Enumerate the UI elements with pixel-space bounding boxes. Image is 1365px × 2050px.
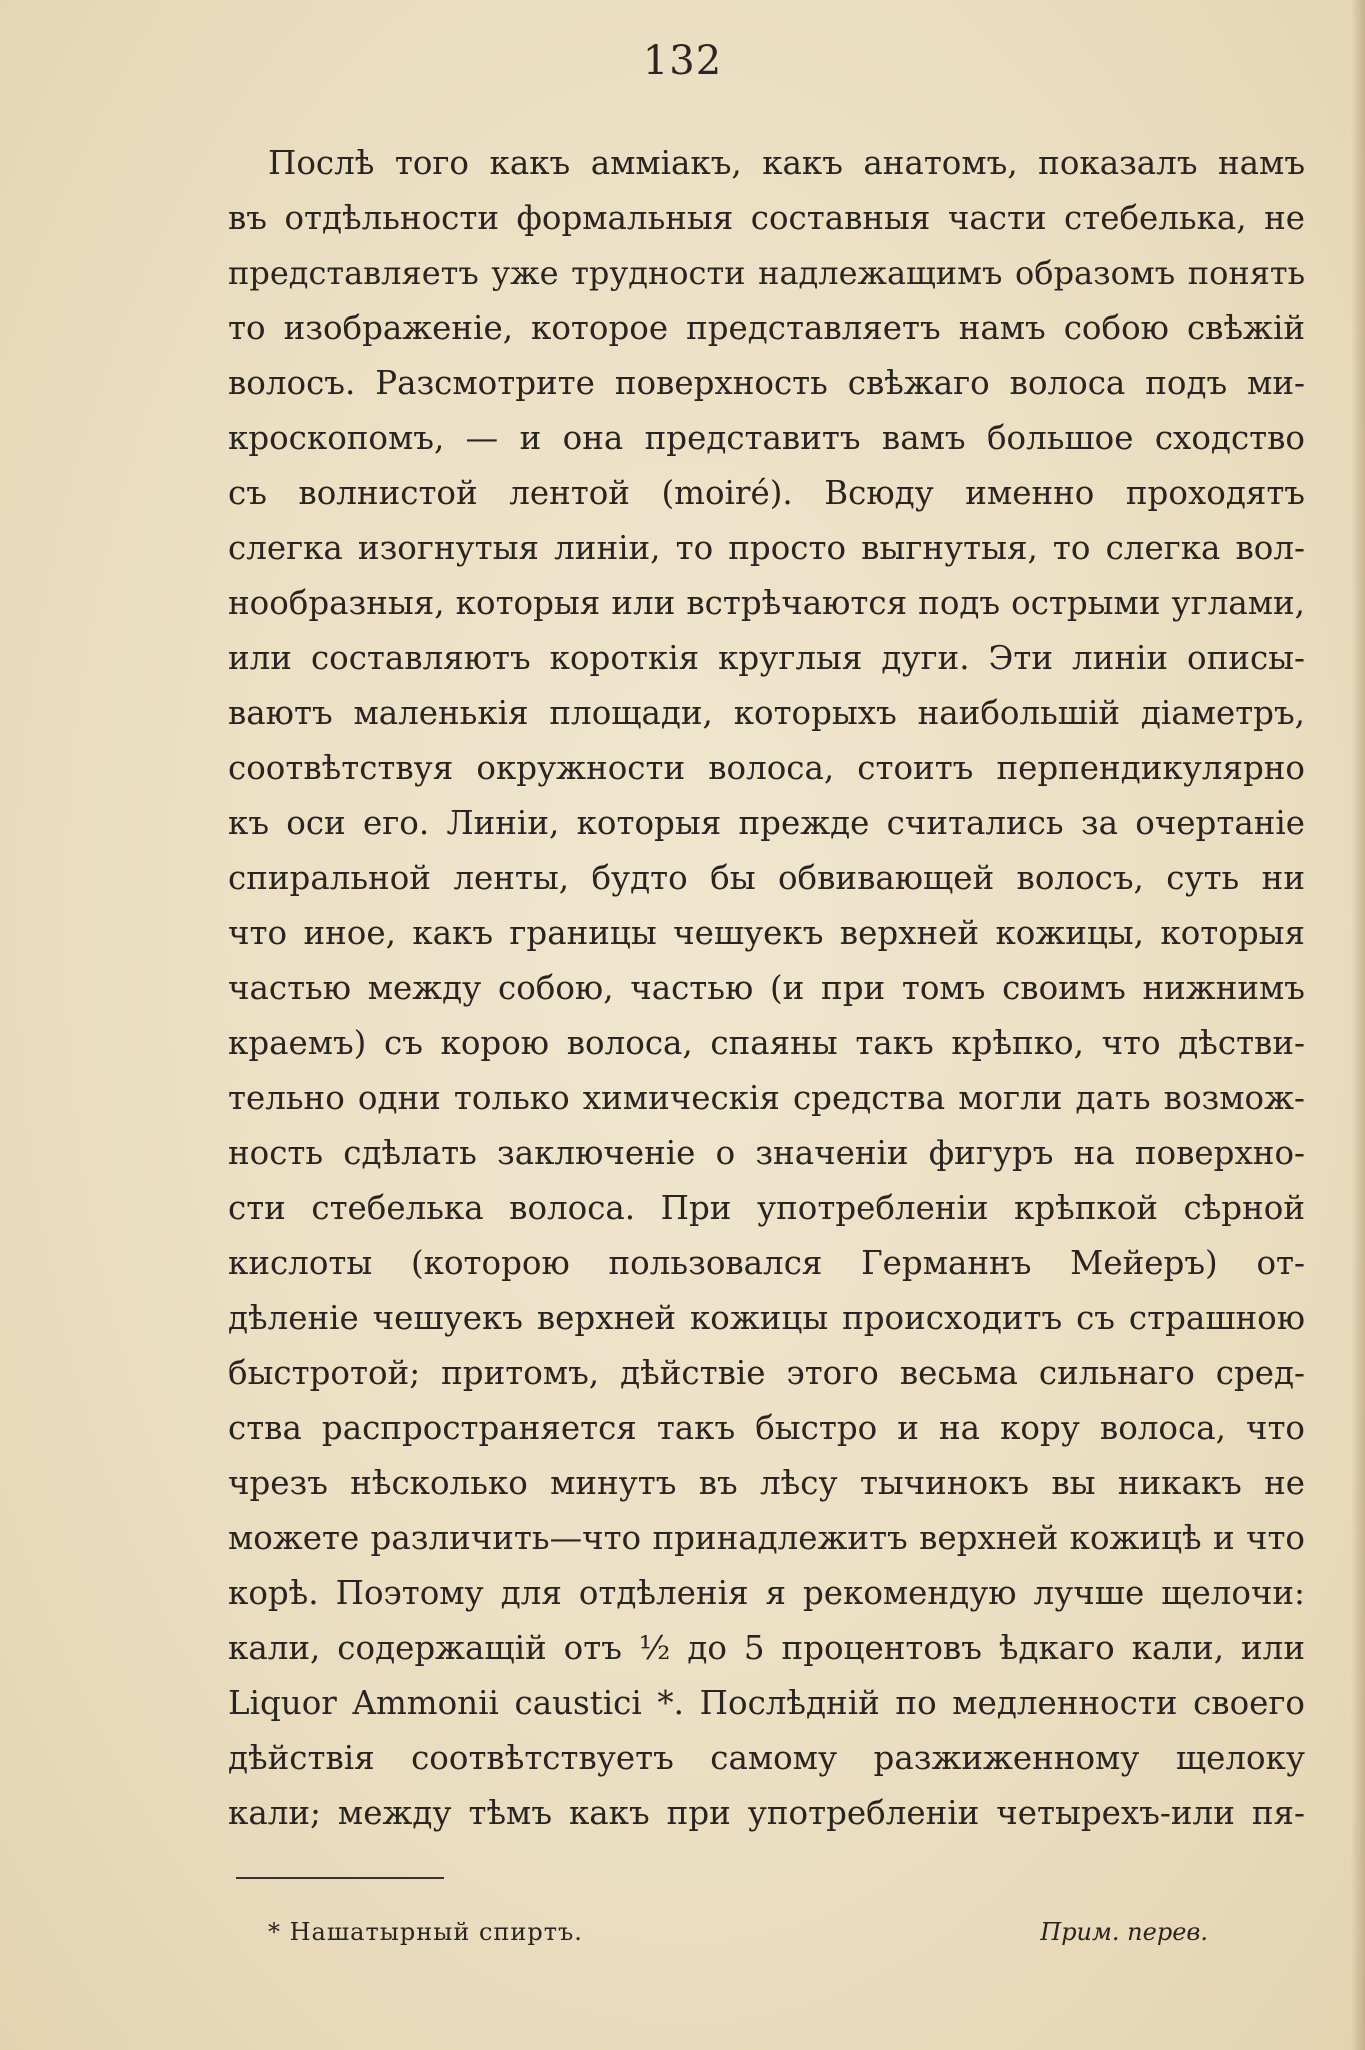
text-line: ства распространяется такъ быстро и на кору волоса, что: [228, 1409, 1305, 1447]
text-line: дѣленіе чешуекъ верхней кожицы происходитъ съ страшною: [228, 1299, 1305, 1337]
text-line: спиральной ленты, будто бы обвивающей волосъ, суть ни: [228, 859, 1305, 897]
translator-note: Прим. перев.: [1040, 1918, 1208, 1946]
text-line: къ оси его. Линіи, которыя прежде считались за очертаніе: [228, 804, 1305, 842]
text-line: краемъ) съ корою волоса, спаяны такъ крѣпко, что дѣстви-: [228, 1024, 1305, 1062]
footnote-text: * Нашатырный спиртъ.: [268, 1918, 583, 1946]
footnote-divider: [236, 1877, 444, 1879]
text-line: ваютъ маленькія площади, которыхъ наибольшій діаметръ,: [228, 694, 1305, 732]
text-line: сти стебелька волоса. При употребленіи крѣпкой сѣрной: [228, 1189, 1305, 1227]
text-line: или составляютъ короткія круглыя дуги. Эти линіи описы-: [228, 639, 1305, 677]
text-line: волосъ. Разсмотрите поверхность свѣжаго волоса подъ ми-: [228, 364, 1305, 402]
text-line: можете различить—что принадлежитъ верхней кожицѣ и что: [228, 1519, 1305, 1557]
text-line: Liquor Ammonii caustici *. Послѣдній по медленности своего: [228, 1684, 1305, 1722]
text-line: кислоты (которою пользовался Германнъ Мейеръ) от-: [228, 1244, 1305, 1282]
text-line: соотвѣтствуя окружности волоса, стоитъ перпендикулярно: [228, 749, 1305, 787]
footnote: [268, 1918, 1208, 1956]
text-line: слегка изогнутыя линіи, то просто выгнутыя, то слегка вол-: [228, 529, 1305, 567]
text-line: съ волнистой лентой (moiré). Всюду именно проходятъ: [228, 474, 1305, 512]
text-line: кроскопомъ, — и она представитъ вамъ большое сходство: [228, 419, 1305, 457]
text-line: кали; между тѣмъ какъ при употребленіи четырехъ-или пя-: [228, 1794, 1305, 1832]
page-number: 132: [642, 38, 723, 84]
text-line: представляетъ уже трудности надлежащимъ образомъ понять: [228, 254, 1305, 292]
text-line: чрезъ нѣсколько минутъ въ лѣсу тычинокъ вы никакъ не: [228, 1464, 1305, 1502]
text-line: дѣйствія соотвѣтствуетъ самому разжиженному щелоку: [228, 1739, 1305, 1777]
text-line: частью между собою, частью (и при томъ своимъ нижнимъ: [228, 969, 1305, 1007]
text-line: кали, содержащій отъ ½ до 5 процентовъ ѣдкаго кали, или: [228, 1629, 1305, 1667]
body-text: [228, 136, 1305, 1841]
text-line: нообразныя, которыя или встрѣчаются подъ острыми углами,: [228, 584, 1305, 622]
text-line: ность сдѣлать заключеніе о значеніи фигуръ на поверхно-: [228, 1134, 1305, 1172]
text-line: тельно одни только химическія средства могли дать возмож-: [228, 1079, 1305, 1117]
text-line: что иное, какъ границы чешуекъ верхней кожицы, которыя: [228, 914, 1305, 952]
text-line: корѣ. Поэтому для отдѣленія я рекомендую лучше щелочи:: [228, 1574, 1305, 1612]
text-line: быстротой; притомъ, дѣйствіе этого весьма сильнаго сред-: [228, 1354, 1305, 1392]
text-line: въ отдѣльности формальныя составныя части стебелька, не: [228, 199, 1305, 237]
text-line: то изображеніе, которое представляетъ намъ собою свѣжій: [228, 309, 1305, 347]
text-line: Послѣ того какъ амміакъ, какъ анатомъ, показалъ намъ: [268, 144, 1305, 182]
page-edge-shadow: [1351, 0, 1365, 2050]
